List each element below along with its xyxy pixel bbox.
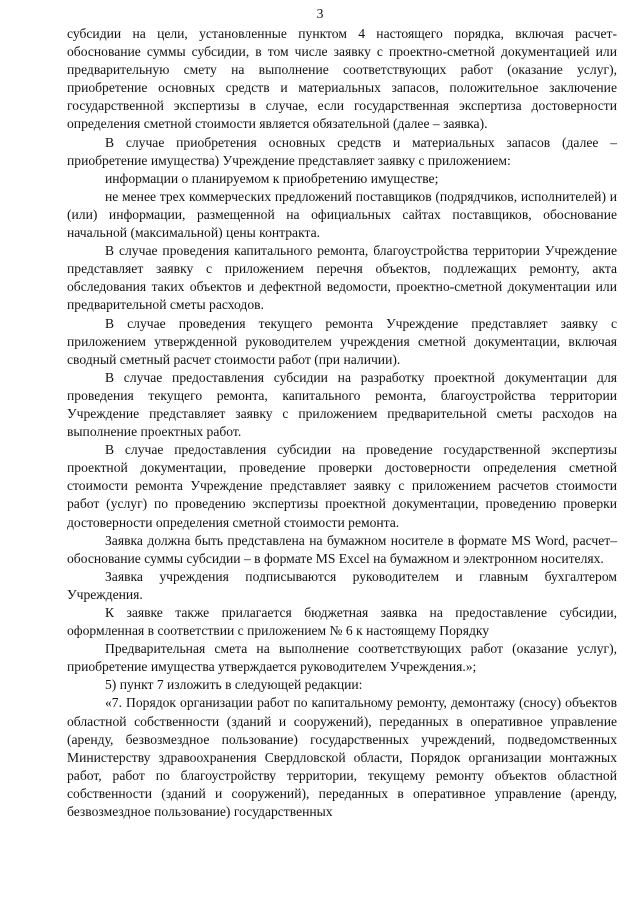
paragraph-2: В случае приобретения основных средств и материальных запасов (далее – приобретение имущества) Учреждение представляет заявку с приложением: bbox=[67, 134, 617, 168]
paragraph-10: Заявка учреждения подписываются руководителем и главным бухгалтером Учреждения. bbox=[67, 568, 617, 602]
paragraph-5: В случае проведения капитального ремонта, благоустройства территории Учреждение представляет заявку с приложением перечня объектов, подлежащих ремонту, акта обследования таких объектов и дефектной ведомости, проектно-сметной документации или предварительной сметы расходов. bbox=[67, 243, 617, 313]
paragraph-7: В случае предоставления субсидии на разработку проектной документации для проведения текущего ремонта, капитального ремонта, благоустройства территории Учреждение представляет заявку с приложением предварительной сметы расходов на выполнение проектных работ. bbox=[67, 369, 617, 440]
paragraph-13: 5) пункт 7 изложить в следующей редакции: bbox=[105, 677, 363, 693]
paragraph-12: Предварительная смета на выполнение соответствующих работ (оказание услуг), приобретение имущества утверждается руководителем Учреждения.»; bbox=[67, 641, 617, 675]
paragraph-11: К заявке также прилагается бюджетная заявка на предоставление субсидии, оформленная в соответствии с приложением № 6 к настоящему Порядку bbox=[67, 605, 617, 639]
paragraph-14: «7. Порядок организации работ по капитальному ремонту, демонтажу (сносу) объектов областной собственности (зданий и сооружений), переданных в оперативное управление (аренду, безвозмездное пользование) государственных учреждений, подведомственных Министерству здравоохранения Свердловской области, Порядок организации монтажных работ, работ по благоустройству территории, текущему ремонту объектов областной собственности (зданий и сооружений), переданных в оперативное управление (аренду, безвозмездное пользование) государственных bbox=[67, 695, 617, 820]
paragraph-1: субсидии на цели, установленные пунктом 4 настоящего порядка, включая расчет-обоснование суммы субсидии, в том числе заявку с проектно-сметной документацией или предварительную смету на выполнение соответствующих работ (оказание услуг), приобретение основных средств и материальных запасов, положительное заключение государственной экспертизы в случае, если государственная экспертиза достоверности определения сметной стоимости является обязательной (далее – заявка). bbox=[67, 26, 617, 132]
paragraph-3: информации о планируемом к приобретению имуществе; bbox=[105, 170, 439, 186]
document-body bbox=[67, 25, 617, 821]
paragraph-6: В случае проведения текущего ремонта Учреждение представляет заявку с приложением утвержденной руководителем учреждения сметной документации, включая сводный сметный расчет стоимости работ (при наличии). bbox=[67, 315, 617, 367]
paragraph-9: Заявка должна быть представлена на бумажном носителе в формате MS Word, расчет–обоснование суммы субсидии – в формате MS Excel на бумажном и электронном носителях. bbox=[67, 532, 617, 566]
page-number: 3 bbox=[316, 6, 324, 21]
paragraph-4: не менее трех коммерческих предложений поставщиков (подрядчиков, исполнителей) и (или) информации, размещенной на официальных сайтах поставщиков, обоснование начальной (максимальной) цены контракта. bbox=[67, 188, 617, 241]
paragraph-8: В случае предоставления субсидии на проведение государственной экспертизы проектной документации, проведение проверки достоверности определения сметной стоимости ремонта Учреждение представляет заявку с приложением расчетов стоимости работ (услуг) по проведению экспертизы проектной документации, проведению проверки достоверности определения сметной стоимости ремонта. bbox=[67, 442, 617, 530]
